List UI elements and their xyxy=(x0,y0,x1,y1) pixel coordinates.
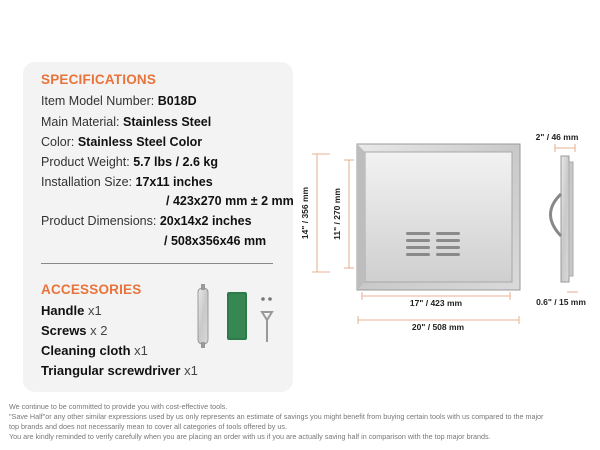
specifications-heading: SPECIFICATIONS xyxy=(41,72,157,87)
handle-image xyxy=(198,284,208,348)
door-front-view xyxy=(357,144,520,290)
accessory-name: Handle xyxy=(41,303,85,318)
door-side-view xyxy=(551,156,574,282)
accessory-count: x1 xyxy=(180,363,198,378)
weight-label: Product Weight: xyxy=(41,155,134,169)
width-outer-label: 20" / 508 mm xyxy=(411,322,465,332)
model-value: B018D xyxy=(157,94,197,108)
install-value: 17x11 inches xyxy=(135,175,213,189)
screws-image xyxy=(261,297,272,301)
color-label: Color: xyxy=(41,135,78,149)
material-label: Main Material: xyxy=(41,115,123,129)
footer-line: You are kindly reminded to verify carefully when you are placing an order with us if you are actually saving half in comparison with the top major brands. xyxy=(9,432,491,441)
material-value: Stainless Steel xyxy=(122,115,212,129)
footer-line: top brands and does not necessarily mean to cover all categories of tools offered by us. xyxy=(9,422,287,431)
cleaning-cloth-image xyxy=(227,292,247,340)
depth-bottom-label: 0.6" / 15 mm xyxy=(536,297,586,307)
depth-top-label: 2" / 46 mm xyxy=(535,132,579,142)
accessory-name: Cleaning cloth xyxy=(41,343,131,358)
height-inner-label: 11" / 270 mm xyxy=(332,188,342,240)
width-inner-label: 17" / 423 mm xyxy=(409,298,463,308)
weight-value: 5.7 lbs / 2.6 kg xyxy=(133,155,218,169)
install-label: Installation Size: xyxy=(41,175,136,189)
accessory-name: Triangular screwdriver xyxy=(41,363,181,378)
model-label: Item Model Number: xyxy=(41,94,158,108)
footer-line: We continue to be committed to provide you with cost-effective tools. xyxy=(9,402,228,411)
screwdriver-image xyxy=(262,312,272,342)
accessories-heading: ACCESSORIES xyxy=(41,282,142,297)
dims-value: 20x14x2 inches xyxy=(159,214,252,228)
install-value-metric: / 423x270 mm ± 2 mm xyxy=(166,194,294,208)
color-value: Stainless Steel Color xyxy=(77,135,203,149)
accessory-count: x1 xyxy=(84,303,102,318)
dims-label: Product Dimensions: xyxy=(41,214,160,228)
accessory-count: x 2 xyxy=(86,323,108,338)
dims-value-metric: / 508x356x46 mm xyxy=(164,234,267,248)
accessory-count: x1 xyxy=(130,343,148,358)
height-outer-label: 14" / 356 mm xyxy=(300,186,310,240)
footer-line: "Save Half"or any other similar expressions used by us only represents an estimate of savings you might benefit from buying certain tools with us compared to the major xyxy=(9,412,544,421)
accessory-name: Screws xyxy=(41,323,87,338)
